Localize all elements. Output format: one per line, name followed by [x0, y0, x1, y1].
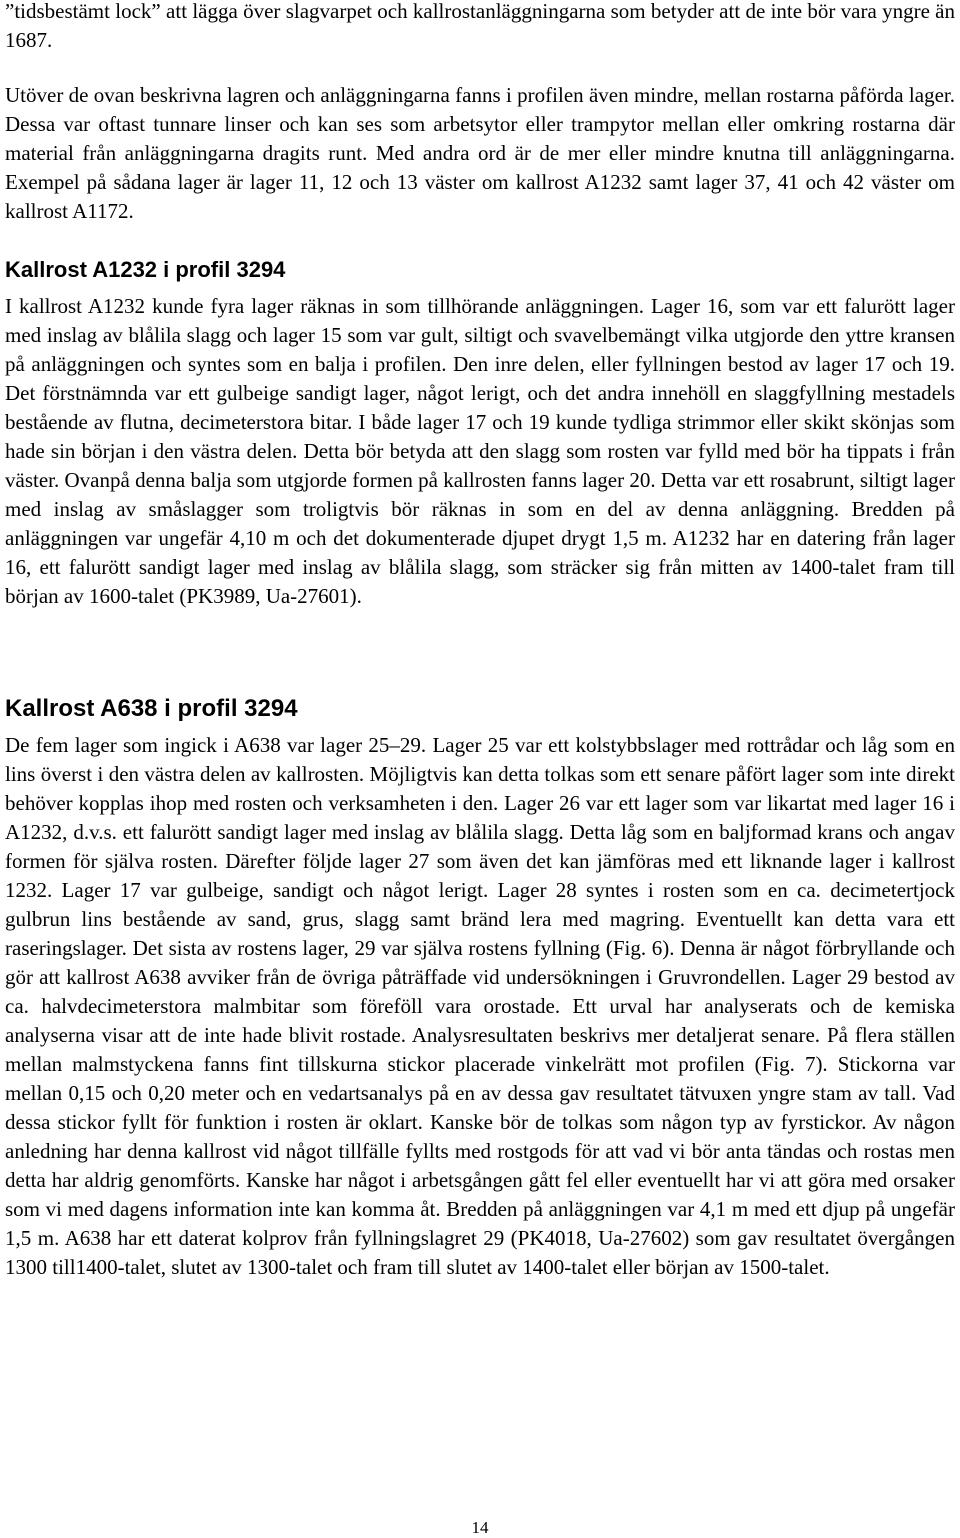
heading-kallrost-a1232: Kallrost A1232 i profil 3294 — [5, 257, 286, 282]
heading-kallrost-a638: Kallrost A638 i profil 3294 — [5, 695, 298, 722]
paragraph-intro: ”tidsbestämt lock” att lägga över slagvarpet och kallrostanläggningarna som betyder att de inte bör vara yngre än 1687. — [5, 0, 955, 52]
paragraph-minor-layers: Utöver de ovan beskrivna lagren och anläggningarna fanns i profilen även mindre, mellan rostarna påförda lager. Dessa var oftast tunnare linser och kan ses som arbetsytor eller trampytor mellan eller omkring rostarna där material från anläggningarna dragits runt. Med andra ord är de mer eller mindre knutna till anläggningarna. Exempel på sådana lager är lager 11, 12 och 13 väster om kallrost A1232 samt lager 37, 41 och 42 väster om kallrost A1172. — [5, 83, 955, 223]
page-number: 14 — [471, 1518, 489, 1537]
paragraph-kallrost-a1232: I kallrost A1232 kunde fyra lager räknas in som tillhörande anläggningen. Lager 16, som var ett falurött lager med inslag av blålila slagg och lager 15 som var gult, siltigt och svavelbemängt vilka utgjorde den yttre kransen på anläggningen och syntes som en balja i profilen. Den inre delen, eller fyllningen bestod av lager 17 och 19. Det förstnämnda var ett gulbeige sandigt lager, något lerigt, och det andra innehöll en slaggfyllning mestadels bestående av flutna, decimeterstora bitar. I både lager 17 och 19 kunde tydliga strimmor eller skikt skönjas som hade sin början i den västra delen. Detta bör betyda att den slagg som rosten var fylld med bör ha tippats i från väster. Ovanpå denna balja som utgjorde formen på kallrosten fanns lager 20. Detta var ett rosabrunt, siltigt lager med inslag av småslagger som troligtvis bör räknas in som en del av denna anläggning. Bredden på anläggningen var ungefär 4,10 m och det dokumenterade djupet drygt 1,5 m. A1232 har en datering från lager 16, ett falurött sandigt lager med inslag av blålila slagg, som sträcker sig från mitten av 1400-talet fram till början av 1600-talet (PK3989, Ua-27601). — [5, 294, 955, 608]
paragraph-kallrost-a638: De fem lager som ingick i A638 var lager 25–29. Lager 25 var ett kolstybbslager med rottrådar och låg som en lins överst i den västra delen av kallrosten. Möjligtvis kan detta tolkas som ett senare påfört lager som inte direkt behöver kopplas ihop med rosten och verksamheten i den. Lager 26 var ett lager som var likartat med lager 16 i A1232, d.v.s. ett falurött sandigt lager med inslag av blålila slagg. Detta låg som en baljformad krans och angav formen för själva rosten. Därefter följde lager 27 som även det kan jämföras med ett liknande lager i kallrost 1232. Lager 17 var gulbeige, sandigt och något lerigt. Lager 28 syntes i rosten som en ca. decimetertjock gulbrun lins bestående av sand, grus, slagg samt bränd lera med magring. Eventuellt kan detta vara ett raseringslager. Det sista av rostens lager, 29 var själva rostens fyllning (Fig. 6). Denna är något förbryllande och gör att kallrost A638 avviker från de övriga påträffade vid undersökningen i Gruvrondellen. Lager 29 bestod av ca. halvdecimeterstora malmbitar som föreföll vara orostade. Ett urval har analyserats och de kemiska analyserna visar att de inte hade blivit rostade. Analysresultaten beskrivs mer detaljerat senare. På flera ställen mellan malmstyckena fanns fint tillskurna stickor placerade vinkelrätt mot profilen (Fig. 7). Stickorna var mellan 0,15 och 0,20 meter och en vedartsanalys på en av dessa gav resultatet tätvuxen yngre stam av tall. Vad dessa stickor fyllt för funktion i rosten är oklart. Kanske bör de tolkas som någon typ av fyrstickor. Av någon anledning har denna kallrost vid något tillfälle fyllts med rostgods för att vad vi bör anta tändas och rostas men detta har aldrig genomförts. Kanske har något i arbetsgången gått fel eller eventuellt har vi att göra med orsaker som vi med dagens information inte kan komma åt. Bredden på anläggningen var 4,1 m med ett djup på ungefär 1,5 m. A638 har ett daterat kolprov från fyllningslagret 29 (PK4018, Ua-27602) som gav resultatet övergången 1300 till1400-talet, slutet av 1300-talet och fram till slutet av 1400-talet eller början av 1500-talet. — [5, 733, 955, 1279]
